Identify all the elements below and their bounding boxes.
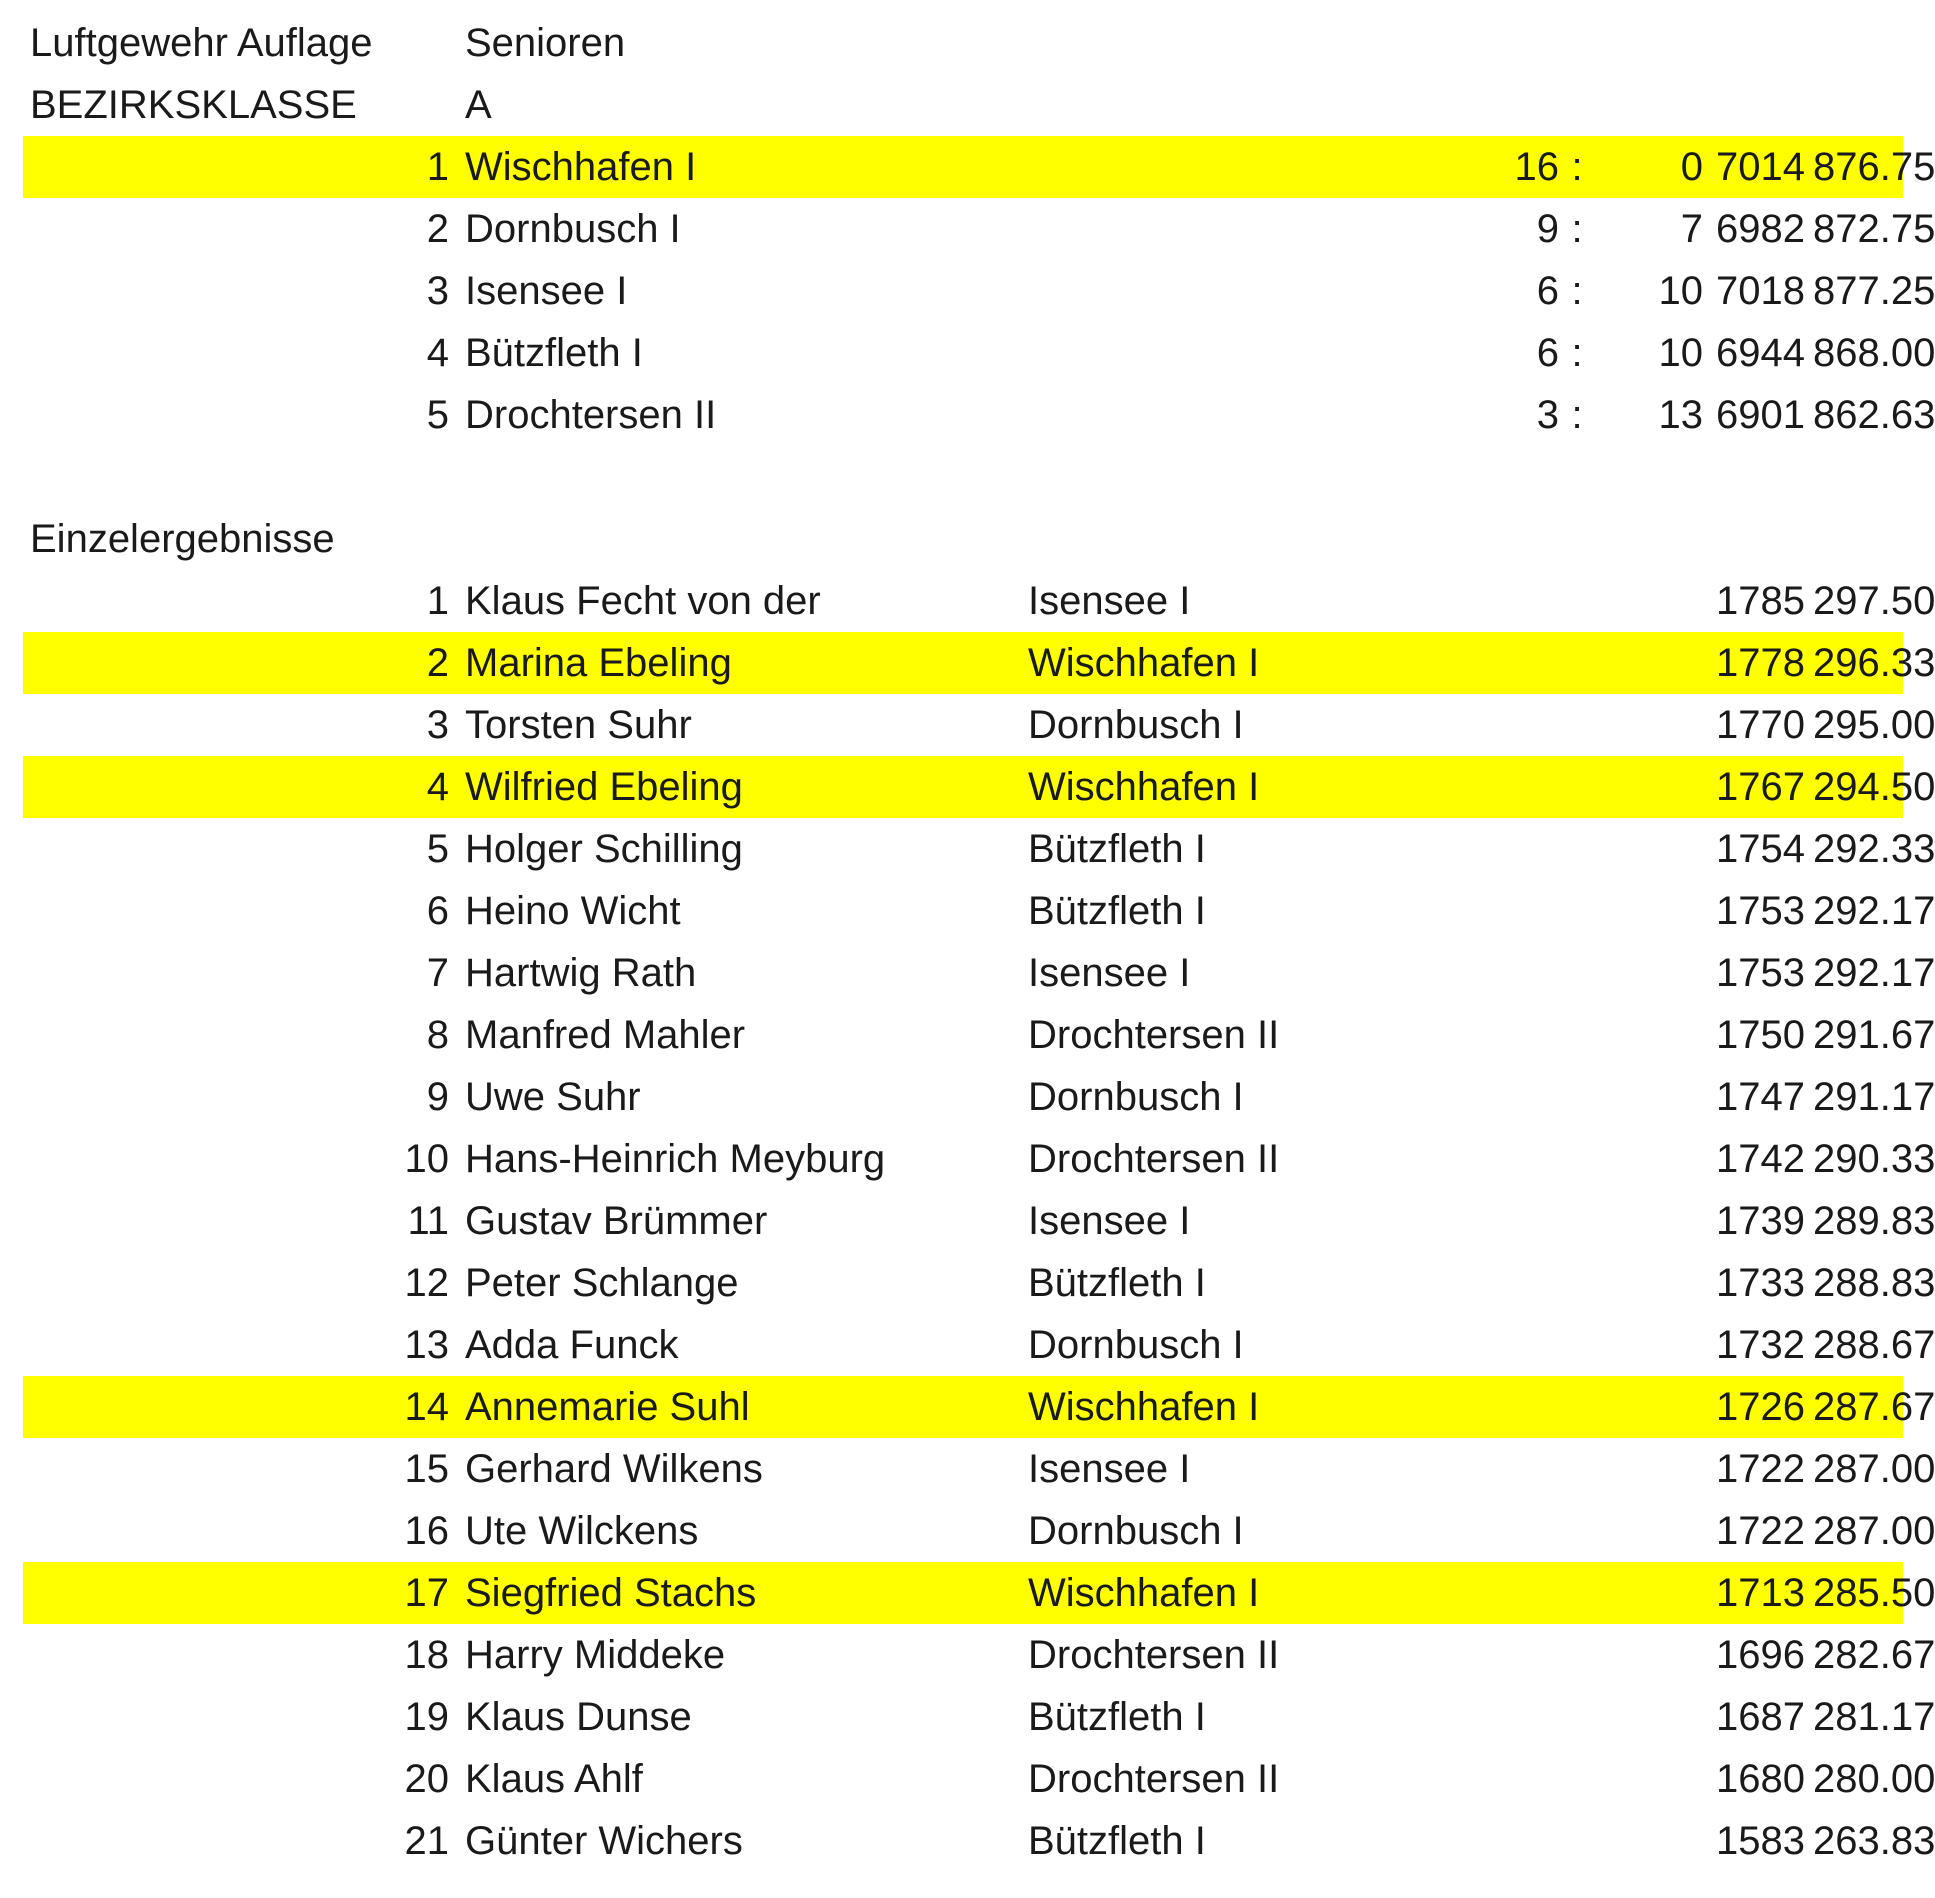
shooter-total: 1753	[1716, 951, 1805, 995]
team-points-separator: :	[1571, 393, 1583, 437]
shooter-team: Dornbusch I	[1028, 703, 1244, 747]
shooter-rank: 4	[426, 765, 449, 809]
table-row	[23, 1376, 1935, 1438]
team-total: 7018	[1716, 269, 1805, 313]
team-points-lost: 13	[1658, 393, 1703, 437]
shooter-rank: 8	[426, 1013, 449, 1057]
shooter-total: 1785	[1716, 579, 1805, 623]
team-points-won: 6	[1536, 269, 1559, 313]
shooter-rank: 11	[407, 1199, 449, 1243]
shooter-total: 1583	[1716, 1819, 1805, 1863]
shooter-average: 296.33	[1813, 641, 1935, 685]
shooter-rank: 6	[426, 889, 449, 933]
shooter-team: Dornbusch I	[1028, 1509, 1244, 1553]
team-total: 6944	[1716, 331, 1805, 375]
shooter-average: 289.83	[1813, 1199, 1935, 1243]
team-name: Drochtersen II	[465, 393, 717, 437]
shooter-average: 294.50	[1813, 765, 1935, 809]
shooter-team: Bützfleth I	[1028, 827, 1206, 871]
shooter-average: 292.17	[1813, 951, 1935, 995]
shooter-average: 281.17	[1813, 1695, 1935, 1739]
header-row-discipline	[23, 12, 1903, 74]
shooter-name: Ute Wilckens	[465, 1509, 699, 1553]
shooter-total: 1742	[1716, 1137, 1805, 1181]
shooter-rank: 3	[426, 703, 449, 747]
shooter-team: Isensee I	[1028, 1199, 1191, 1243]
team-points-lost: 0	[1680, 145, 1703, 189]
table-row	[23, 632, 1935, 694]
team-rank: 2	[426, 207, 449, 251]
table-row	[23, 570, 1935, 632]
league-label: BEZIRKSKLASSE	[30, 83, 357, 127]
table-row	[23, 1314, 1935, 1376]
shooter-rank: 2	[426, 641, 449, 685]
shooter-total: 1767	[1716, 765, 1805, 809]
team-row	[23, 260, 1935, 322]
team-points-lost: 7	[1680, 207, 1703, 251]
table-row	[23, 880, 1935, 942]
shooter-name: Hans-Heinrich Meyburg	[465, 1137, 886, 1181]
shooter-total: 1722	[1716, 1509, 1805, 1553]
team-points-won: 16	[1514, 145, 1559, 189]
shooter-rank: 17	[404, 1571, 449, 1615]
shooter-average: 297.50	[1813, 579, 1935, 623]
shooter-team: Dornbusch I	[1028, 1075, 1244, 1119]
team-rank: 4	[426, 331, 449, 375]
shooter-name: Wilfried Ebeling	[465, 765, 743, 809]
team-total: 6901	[1716, 393, 1805, 437]
team-points-won: 9	[1536, 207, 1559, 251]
shooter-name: Harry Middeke	[465, 1633, 726, 1677]
shooter-average: 290.33	[1813, 1137, 1935, 1181]
shooter-rank: 18	[404, 1633, 449, 1677]
shooter-total: 1753	[1716, 889, 1805, 933]
shooter-average: 282.67	[1813, 1633, 1935, 1677]
team-points-won: 3	[1536, 393, 1559, 437]
team-row	[23, 322, 1935, 384]
shooter-rank: 15	[404, 1447, 449, 1491]
shooter-team: Isensee I	[1028, 951, 1191, 995]
shooter-average: 295.00	[1813, 703, 1935, 747]
shooter-name: Klaus Ahlf	[465, 1757, 643, 1801]
table-row	[23, 756, 1935, 818]
team-row	[23, 198, 1935, 260]
shooter-average: 288.67	[1813, 1323, 1935, 1367]
team-points-lost: 10	[1658, 331, 1703, 375]
table-row	[23, 1190, 1935, 1252]
table-row	[23, 1748, 1935, 1810]
shooter-rank: 10	[404, 1137, 449, 1181]
shooter-total: 1680	[1716, 1757, 1805, 1801]
shooter-team: Drochtersen II	[1028, 1633, 1280, 1677]
shooter-team: Drochtersen II	[1028, 1013, 1280, 1057]
team-name: Isensee I	[465, 269, 628, 313]
shooter-rank: 5	[426, 827, 449, 871]
shooter-name: Manfred Mahler	[465, 1013, 746, 1057]
team-average: 862.63	[1813, 393, 1935, 437]
shooter-name: Marina Ebeling	[465, 641, 732, 685]
table-row	[23, 1500, 1935, 1562]
shooter-name: Günter Wichers	[465, 1819, 743, 1863]
header-row-league	[23, 74, 1903, 136]
shooter-team: Bützfleth I	[1028, 1261, 1206, 1305]
team-total: 6982	[1716, 207, 1805, 251]
shooter-average: 291.67	[1813, 1013, 1935, 1057]
team-rank: 5	[426, 393, 449, 437]
team-rank: 3	[426, 269, 449, 313]
team-row	[23, 384, 1935, 446]
shooter-rank: 16	[404, 1509, 449, 1553]
shooter-rank: 19	[404, 1695, 449, 1739]
team-name: Wischhafen I	[465, 145, 697, 189]
shooter-team: Bützfleth I	[1028, 889, 1206, 933]
table-row	[23, 1686, 1935, 1748]
discipline-label: Luftgewehr Auflage	[30, 21, 373, 65]
shooter-rank: 14	[404, 1385, 449, 1429]
shooter-average: 287.67	[1813, 1385, 1935, 1429]
shooter-team: Isensee I	[1028, 1447, 1191, 1491]
shooter-total: 1726	[1716, 1385, 1805, 1429]
shooter-name: Siegfried Stachs	[465, 1571, 757, 1615]
shooter-average: 280.00	[1813, 1757, 1935, 1801]
shooter-average: 292.33	[1813, 827, 1935, 871]
shooter-name: Hartwig Rath	[465, 951, 697, 995]
shooter-total: 1778	[1716, 641, 1805, 685]
table-row	[23, 1624, 1935, 1686]
shooter-name: Torsten Suhr	[465, 703, 692, 747]
team-rank: 1	[426, 145, 449, 189]
shooter-name: Uwe Suhr	[465, 1075, 641, 1119]
shooter-total: 1770	[1716, 703, 1805, 747]
shooter-total: 1750	[1716, 1013, 1805, 1057]
shooter-rank: 1	[426, 579, 449, 623]
shooter-team: Wischhafen I	[1028, 1385, 1260, 1429]
team-points-separator: :	[1571, 207, 1583, 251]
shooter-total: 1687	[1716, 1695, 1805, 1739]
shooter-average: 285.50	[1813, 1571, 1935, 1615]
shooter-team: Dornbusch I	[1028, 1323, 1244, 1367]
team-row	[23, 136, 1935, 198]
team-average: 868.00	[1813, 331, 1935, 375]
shooter-name: Gustav Brümmer	[465, 1199, 768, 1243]
table-row	[23, 818, 1935, 880]
team-points-separator: :	[1571, 269, 1583, 313]
shooter-team: Drochtersen II	[1028, 1137, 1280, 1181]
team-points-separator: :	[1571, 331, 1583, 375]
table-row	[23, 1066, 1935, 1128]
shooter-name: Holger Schilling	[465, 827, 743, 871]
shooter-team: Wischhafen I	[1028, 1571, 1260, 1615]
shooter-team: Wischhafen I	[1028, 765, 1260, 809]
shooter-total: 1739	[1716, 1199, 1805, 1243]
team-average: 877.25	[1813, 269, 1935, 313]
table-row	[23, 1252, 1935, 1314]
shooter-total: 1732	[1716, 1323, 1805, 1367]
shooter-average: 263.83	[1813, 1819, 1935, 1863]
team-average: 876.75	[1813, 145, 1935, 189]
shooter-average: 287.00	[1813, 1447, 1935, 1491]
shooter-total: 1722	[1716, 1447, 1805, 1491]
shooter-name: Peter Schlange	[465, 1261, 739, 1305]
shooter-average: 291.17	[1813, 1075, 1935, 1119]
team-name: Dornbusch I	[465, 207, 681, 251]
team-points-separator: :	[1571, 145, 1583, 189]
shooter-rank: 20	[404, 1757, 449, 1801]
shooter-average: 292.17	[1813, 889, 1935, 933]
table-row	[23, 1438, 1935, 1500]
shooter-average: 288.83	[1813, 1261, 1935, 1305]
shooter-team: Bützfleth I	[1028, 1819, 1206, 1863]
shooter-team: Bützfleth I	[1028, 1695, 1206, 1739]
shooter-team: Isensee I	[1028, 579, 1191, 623]
shooter-total: 1754	[1716, 827, 1805, 871]
table-row	[23, 694, 1935, 756]
shooter-team: Wischhafen I	[1028, 641, 1260, 685]
shooter-total: 1713	[1716, 1571, 1805, 1615]
shooter-name: Klaus Fecht von der	[465, 579, 821, 623]
individual-results-heading-row	[23, 508, 1903, 570]
shooter-rank: 12	[404, 1261, 449, 1305]
shooter-total: 1747	[1716, 1075, 1805, 1119]
shooter-name: Annemarie Suhl	[465, 1385, 750, 1429]
shooter-name: Klaus Dunse	[465, 1695, 692, 1739]
table-row	[23, 1810, 1935, 1872]
shooter-name: Gerhard Wilkens	[465, 1447, 763, 1491]
category-label: Senioren	[465, 21, 626, 65]
shooter-rank: 21	[404, 1819, 449, 1863]
table-row	[23, 942, 1935, 1004]
shooter-name: Heino Wicht	[465, 889, 681, 933]
group-label: A	[465, 83, 492, 127]
individual-results-title: Einzelergebnisse	[30, 517, 335, 561]
team-name: Bützfleth I	[465, 331, 643, 375]
shooter-total: 1696	[1716, 1633, 1805, 1677]
shooter-total: 1733	[1716, 1261, 1805, 1305]
table-row	[23, 1004, 1935, 1066]
shooter-name: Adda Funck	[465, 1323, 679, 1367]
shooter-rank: 9	[426, 1075, 449, 1119]
table-row	[23, 1128, 1935, 1190]
team-points-won: 6	[1536, 331, 1559, 375]
table-row	[23, 1562, 1935, 1624]
shooter-team: Drochtersen II	[1028, 1757, 1280, 1801]
shooter-rank: 13	[404, 1323, 449, 1367]
team-points-lost: 10	[1658, 269, 1703, 313]
team-total: 7014	[1716, 145, 1805, 189]
team-average: 872.75	[1813, 207, 1935, 251]
shooter-rank: 7	[426, 951, 449, 995]
shooter-average: 287.00	[1813, 1509, 1935, 1553]
